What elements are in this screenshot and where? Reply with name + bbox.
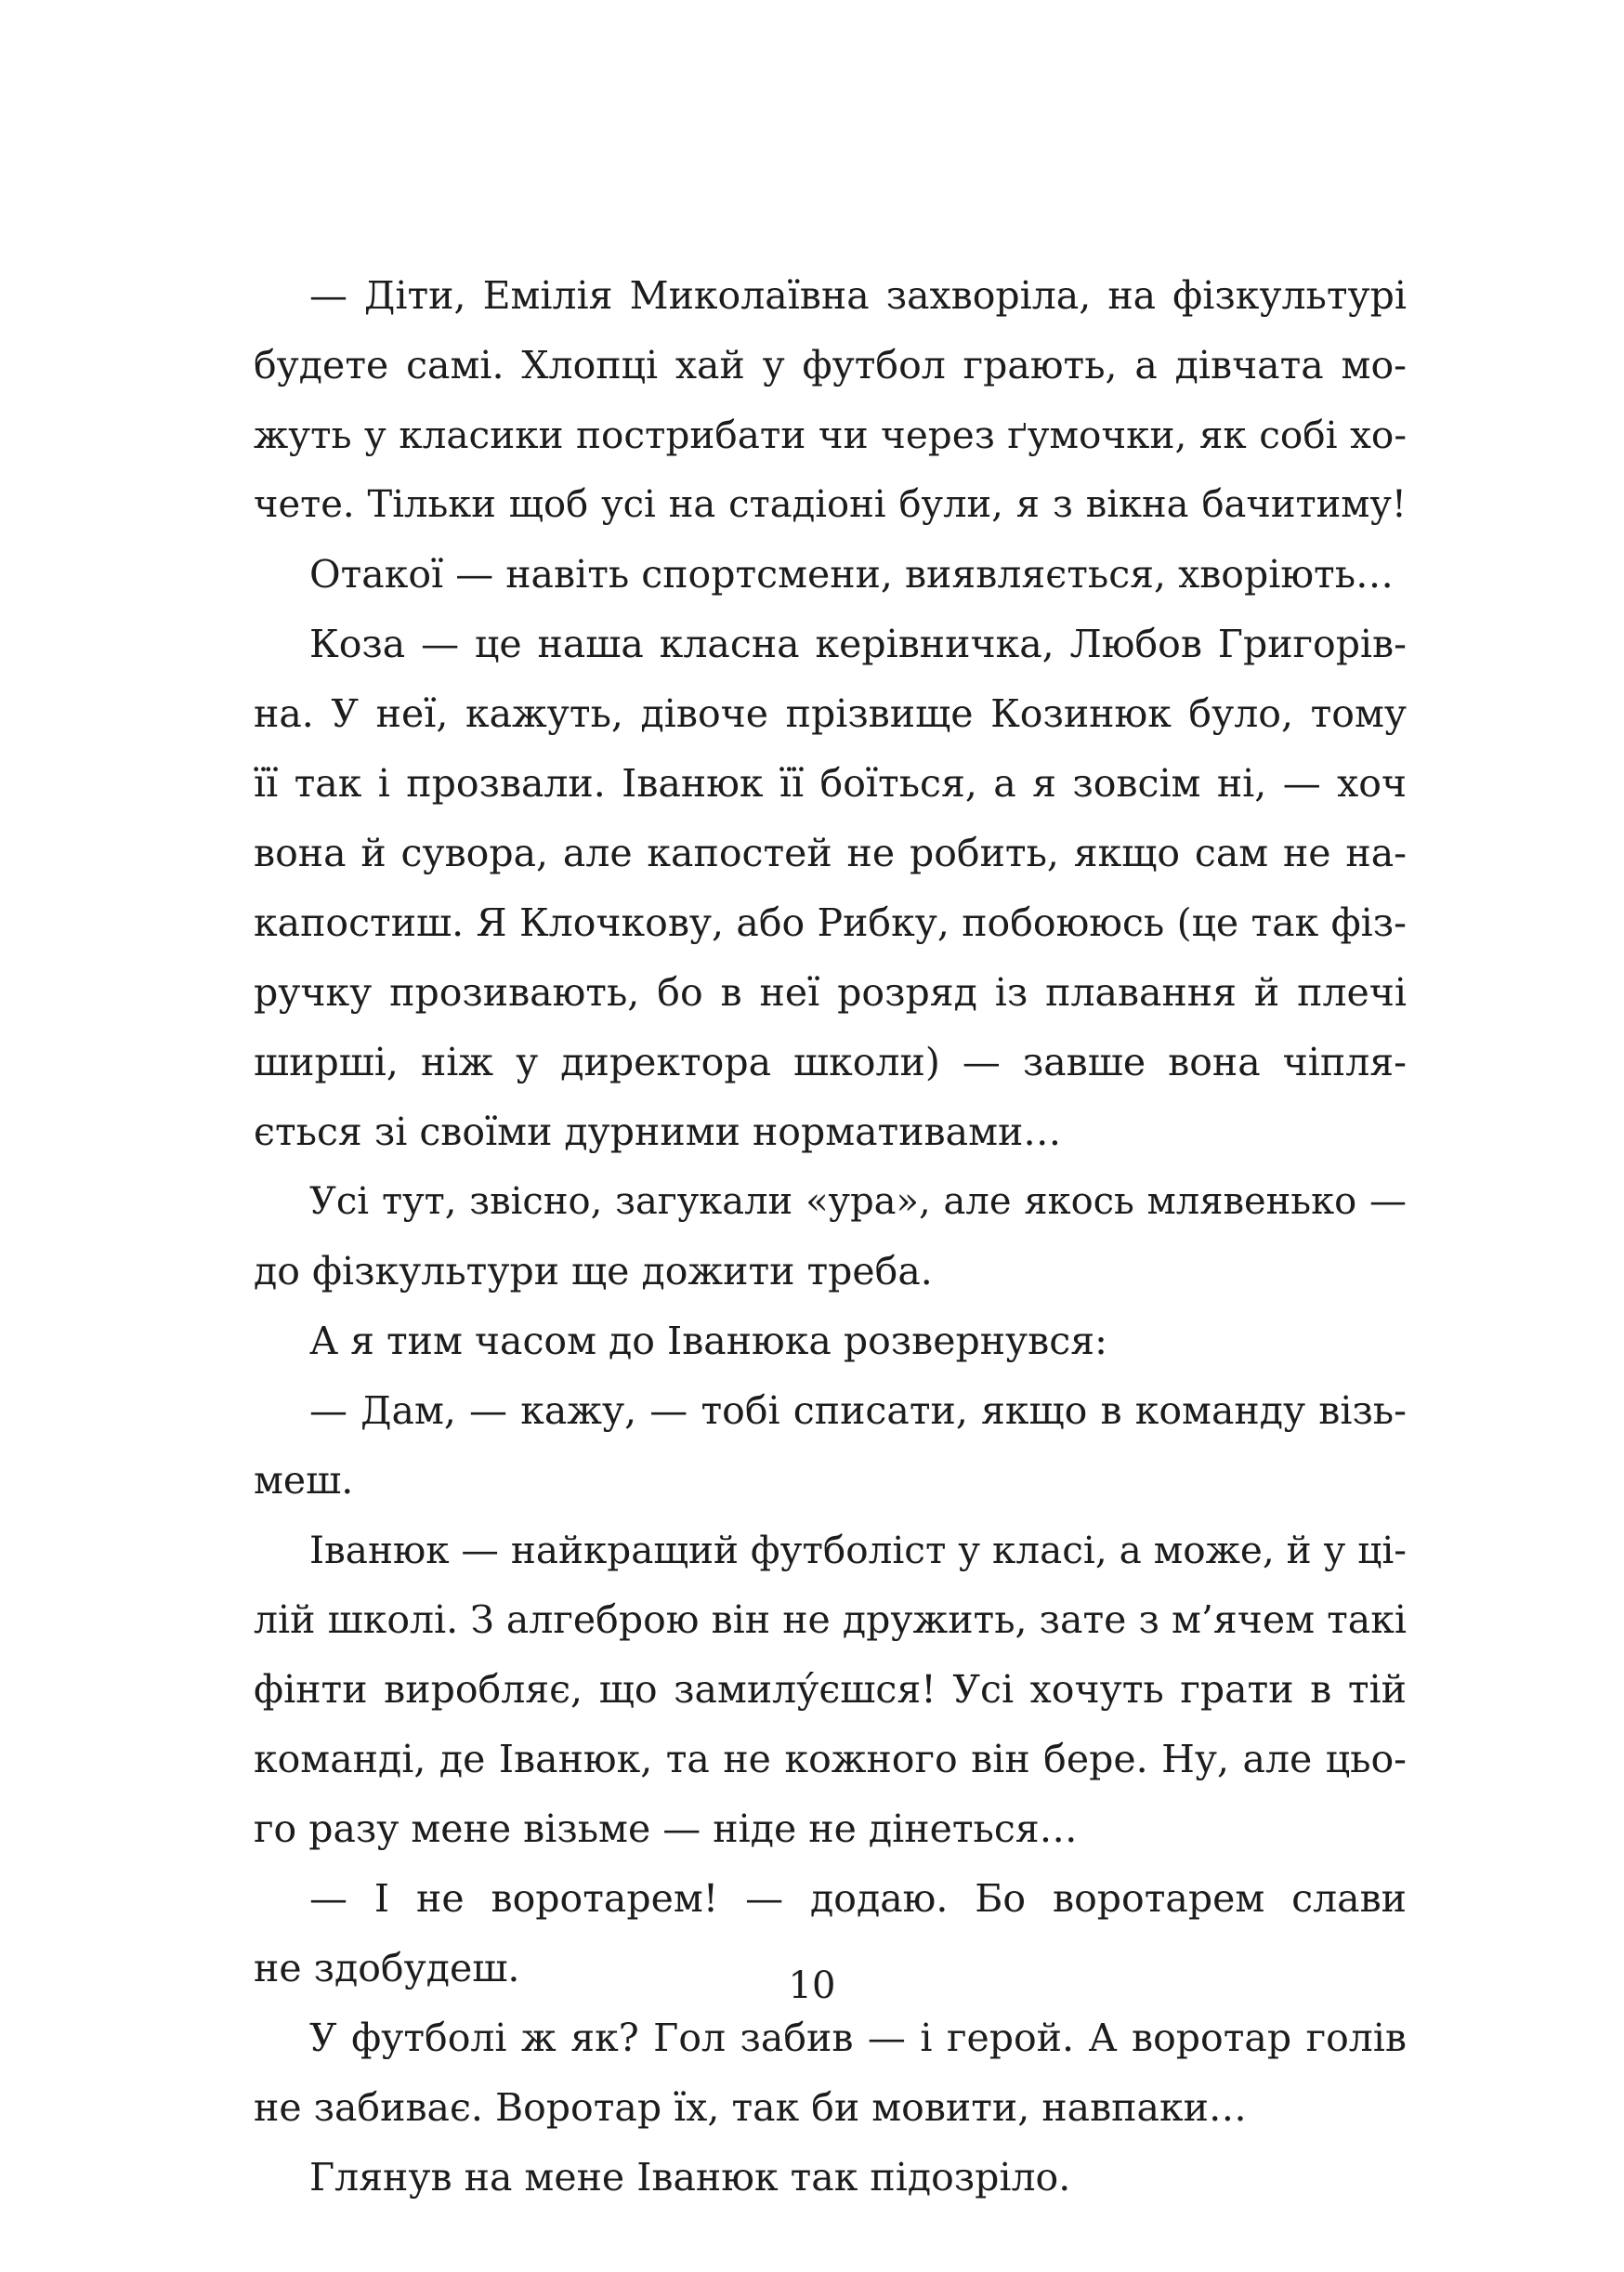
text-line: її так і прозвали. Іванюк її боїться, а я зовсім ні, — хоч [254,761,1407,806]
text-line: до фізкультури ще дожити треба. [254,1249,933,1294]
text-line: не забиває. Воротар їх, так би мовити, навпаки… [254,2085,1247,2130]
text-line: лій школі. З алгеброю він не дружить, зате з м’ячем такі [254,1597,1407,1642]
text-line: го разу мене візьме — ніде не дінеться… [254,1806,1078,1851]
text-line: — Дам, — кажу, — тобі списати, якщо в команду візь- [309,1388,1407,1433]
text-line: капостиш. Я Клочкову, або Рибку, побоююсь (це так фіз- [254,900,1407,945]
text-line: ручку прозивають, бо в неї розряд із плавання й плечі [254,970,1407,1015]
text-line: будете самі. Хлопці хай у футбол грають, а дівчата мо- [254,343,1407,387]
text-line: Іванюк — найкращий футболіст у класі, а може, й у ці- [309,1528,1407,1572]
text-line: Коза — це наша класна керівничка, Любов Григорів- [309,622,1407,666]
text-line: ється зі своїми дурними нормативами… [254,1110,1062,1154]
text-line: команді, де Іванюк, та не кожного він бере. Ну, але цьо- [254,1737,1407,1781]
text-line: не здобудеш. [254,1946,520,1990]
text-line: жуть у класики пострибати чи через ґумочки, як собі хо- [254,413,1407,457]
body-text [254,261,1407,2213]
text-line: Глянув на мене Іванюк так підозріло. [309,2155,1071,2200]
text-line: — І не воротарем! — додаю. Бо воротарем слави [309,1876,1407,1921]
text-line: меш. [254,1458,354,1503]
text-line: чете. Тільки щоб усі на стадіоні були, я з вікна бачитиму! [254,483,1407,526]
text-line: фінти виробляє, що замилу́єшся! Усі хочуть грати в тій [254,1667,1407,1712]
text-line: ширші, ніж у директора школи) — завше вона чіпля- [254,1040,1407,1084]
text-line: — Діти, Емілія Миколаївна захворіла, на фізкультурі [309,273,1407,318]
text-line: У футболі ж як? Гол забив — і герой. А воротар голів [309,2016,1407,2060]
text-line: А я тим часом до Іванюка розвернувся: [309,1319,1107,1363]
text-line: на. У неї, кажуть, дівоче прізвище Козинюк було, тому [254,691,1407,736]
page-number: 10 [788,1964,836,2007]
text-line: Усі тут, звісно, загукали «ура», але якось млявенько — [309,1180,1407,1223]
text-line: Отакої — навіть спортсмени, виявляється, хворіють… [309,552,1395,597]
text-line: вона й сувора, але капостей не робить, якщо сам не на- [254,831,1407,875]
